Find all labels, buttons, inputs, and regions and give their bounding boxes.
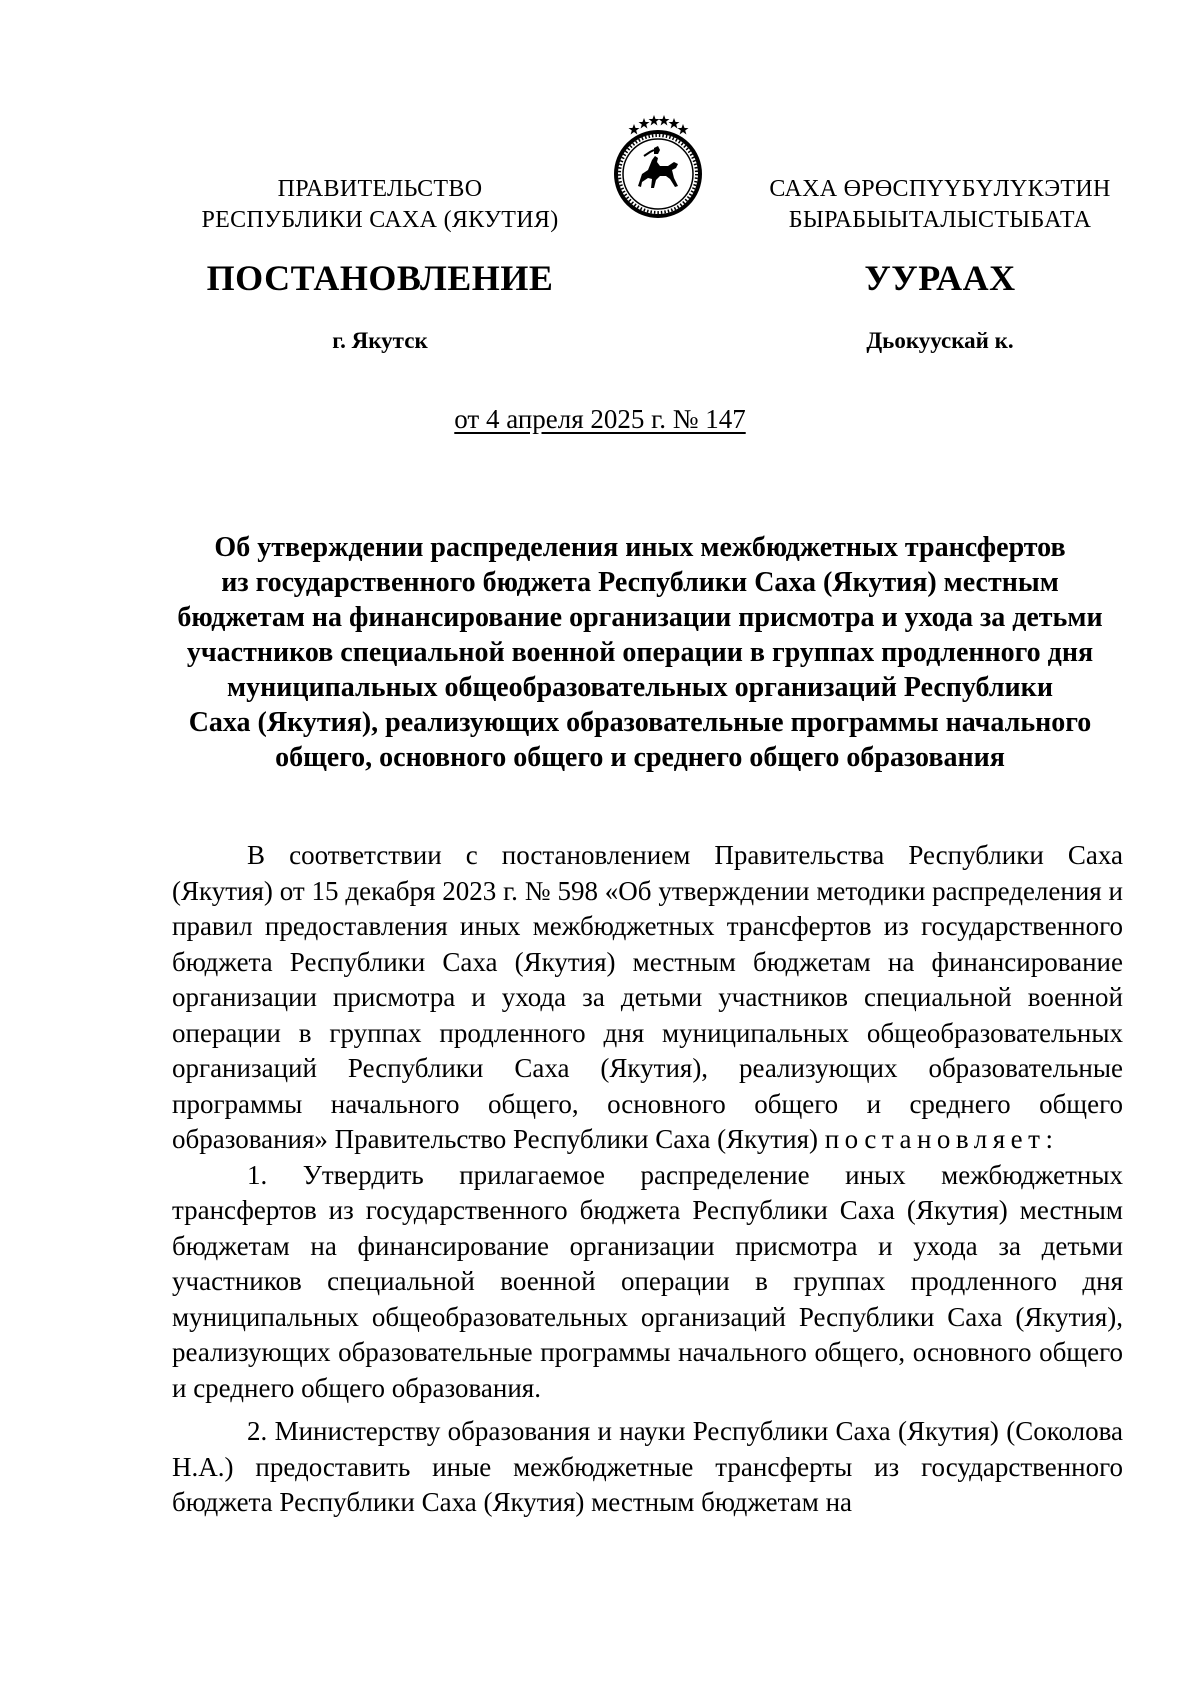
item-1-paragraph: 1. Утвердить прилагаемое распределение иных межбюджетных трансфертов из государственного бюджета Республики Саха (Якутия) местным бюджетам на финансирование организации присмотра и ухода за детьми участников специальной военной операции в группах продленного дня муниципальных общеобразовательных организаций Республики Саха (Якутия), реализующих образовательные программы начального общего, основного общего и среднего общего образования. [172,1159,1123,1403]
title-line: бюджетам на финансирование организации присмотра и ухода за детьми [177,602,1103,633]
doc-type-sah: УУРААХ [864,258,1016,298]
government-name-sah-line1: САХА ӨРӨСПҮҮБҮЛҮКЭТИН [769,176,1111,202]
title-line: участников специальной военной операции в группах продленного дня [186,637,1094,668]
title-line: общего, основного общего и среднего общего образования [275,742,1005,773]
government-name-sah-line2: БЫРАБЫЫТАЛЫСТЫБАТА [788,207,1092,233]
government-name-ru [180,174,580,236]
government-name-ru-line2: РЕСПУБЛИКИ САХА (ЯКУТИЯ) [201,207,559,233]
government-name-ru-line1: ПРАВИТЕЛЬСТВО [277,176,483,202]
doc-type-ru: ПОСТАНОВЛЕНИЕ [206,258,554,298]
item-2-paragraph: 2. Министерству образования и науки Республики Саха (Якутия) (Соколова Н.А.) предоставить иные межбюджетные трансферты из государственного бюджета Республики Саха (Якутия) местным бюджетам на [172,1416,1123,1517]
coat-of-arms-icon [608,112,708,220]
preamble-text: В соответствии с постановлением Правительства Республики Саха (Якутия) от 15 декабря 2023 г. № 598 «Об утверждении методики распределения и правил предоставления иных межбюджетных трансфертов из государственного бюджета Республики Саха (Якутия) местным бюджетам на финансирование организации присмотра и ухода за детьми участников специальной военной операции в группах продленного дня муниципальных общеобразовательных организаций Республики Саха (Якутия), реализующих образовательные программы начального общего, основного общего и среднего общего образования» Правительство Республики Саха (Якутия) [172,840,1123,1154]
document-body [172,838,1123,1521]
title-line: из государственного бюджета Республики Саха (Якутия) местным [221,567,1059,598]
city-ru: г. Якутск [332,328,428,353]
title-line: Об утверждении распределения иных межбюджетных трансфертов [214,532,1066,563]
document-title [160,530,1120,775]
title-line: муниципальных общеобразовательных организаций Республики [227,672,1053,703]
resolves-word: постановляет: [824,1124,1059,1154]
emblem-rider [638,156,678,188]
date-number: от 4 апреля 2025 г. № 147 [454,404,746,434]
title-line: Саха (Якутия), реализующих образовательные программы начального [188,707,1092,738]
city-sah: Дьокуускай к. [866,328,1014,353]
date-number-line [0,403,1200,435]
preamble-paragraph [172,838,1123,1158]
government-name-sah [740,174,1140,236]
